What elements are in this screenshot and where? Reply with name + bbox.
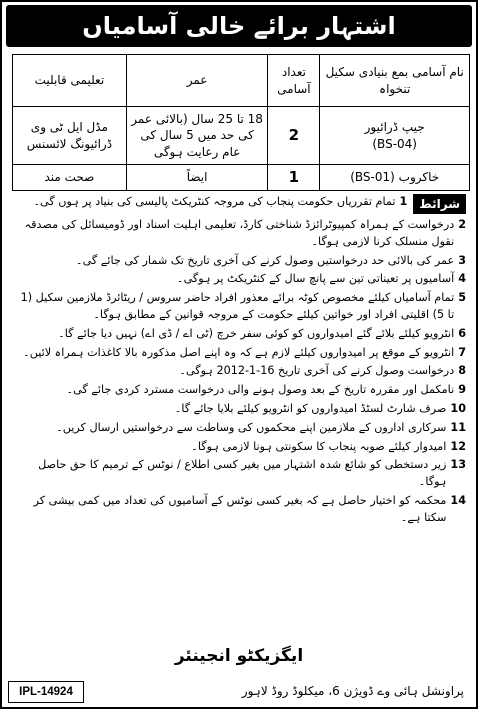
signatory-address: پراونشل ہائی وے ڈویژن 6، میکلوڈ روڈ لاہور	[241, 684, 464, 698]
item-number: 5	[458, 291, 466, 305]
post-scale: (BS-04)	[372, 136, 417, 151]
list-item	[12, 363, 466, 380]
headline-banner: اشتہار برائے خالی آسامیاں	[6, 5, 472, 47]
item-text: تمام آسامیاں کیلئے مخصوص کوٹہ برائے معذور افراد حاضر سروس / ریٹائرڈ ملازمین سکیل (1 تا 5) اقلیتی افراد اور خواتین کیلئے حکومت کے مروجہ قوانین کے مطابق ہوگا۔	[20, 291, 455, 321]
list-item	[12, 420, 466, 437]
list-item	[12, 382, 466, 399]
list-item	[12, 493, 466, 527]
list-item	[12, 290, 466, 324]
list-item	[12, 194, 466, 214]
signatory-title: ایگزیکٹو انجینئر	[174, 646, 304, 666]
cell-post: خاکروب (BS-01)	[320, 165, 470, 191]
item-number: 4	[458, 272, 466, 286]
cell-count: 2	[268, 107, 320, 165]
item-number: 12	[450, 439, 466, 453]
item-number: 6	[458, 326, 466, 340]
item-number: 3	[458, 253, 466, 267]
header-post: نام آسامی بمع بنیادی سکیل تنخواہ	[320, 55, 470, 107]
cell-qualification: مڈل ایل ٹی وی ڈرائیونگ لائسنس	[13, 107, 127, 165]
item-number: 1	[399, 195, 408, 208]
item-number: 8	[458, 364, 466, 378]
table-row	[13, 165, 470, 191]
item-number: 7	[458, 345, 466, 359]
item-text: زیر دستخطی کو شائع شدہ اشتہار میں بغیر کسی اطلاع / نوٹس کے ترمیم کا حق حاصل ہوگا۔	[38, 458, 447, 489]
cell-post	[320, 107, 470, 165]
item-text: انٹرویو کے موقع پر امیدواروں کیلئے لازم ہے کہ وہ اپنے اصل مذکورہ بالا کاغذات ہمراہ لائیں۔	[23, 345, 455, 359]
header-age: عمر	[126, 55, 268, 107]
item-number: 10	[450, 401, 466, 415]
item-number: 13	[450, 458, 466, 472]
item-text: سرکاری اداروں کے ملازمین اپنے محکموں کی وساطت سے درخواستیں ارسال کریں۔	[56, 420, 447, 434]
conditions-title: شرائط	[413, 194, 466, 214]
item-number: 9	[458, 383, 466, 397]
item-text: آسامیوں پر تعیناتی تین سے پانچ سال کے کنٹریکٹ پر ہوگی۔	[177, 272, 455, 286]
item-text: امیدوار کیلئے صوبہ پنجاب کا سکونتی ہونا لازمی ہوگا۔	[191, 439, 447, 453]
list-item	[12, 253, 466, 270]
item-text: عمر کی بالائی حد درخواستیں وصول کرنے کی آخری تاریخ تک شمار کی جائے گی۔	[76, 253, 455, 267]
list-item	[12, 326, 466, 343]
header-qualification: تعلیمی قابلیت	[13, 55, 127, 107]
item-text: صرف شارٹ لسٹڈ امیدواروں کو انٹرویو کیلئے بلایا جائے گا۔	[174, 401, 447, 415]
cell-qualification: صحت مند	[13, 165, 127, 191]
item-text: تمام تقرریاں حکومت پنجاب کی مروجہ کنٹریکٹ پالیسی کی بنیاد پر ہوں گی۔	[33, 195, 396, 208]
table-header-row	[13, 55, 470, 107]
item-text: نامکمل اور مقررہ تاریخ کے بعد وصول ہونے والی درخواست مسترد کردی جائے گی۔	[66, 383, 455, 397]
list-item	[12, 401, 466, 418]
item-text: درخواست وصول کرنے کی آخری تاریخ 16-1-2012 ہوگی۔	[179, 364, 455, 378]
cell-count: 1	[268, 165, 320, 191]
list-item	[12, 345, 466, 362]
header-count: تعداد آسامی	[268, 55, 320, 107]
list-item	[12, 271, 466, 288]
item-text: انٹرویو کیلئے بلائے گئے امیدواروں کو کوئی سفر خرچ (ٹی اے / ڈی اے) نہیں دیا جائے گا۔	[58, 326, 455, 340]
item-number: 11	[450, 420, 466, 434]
table-row	[13, 107, 470, 165]
item-number: 14	[450, 493, 466, 507]
post-name: جیپ ڈرائیور	[364, 120, 425, 135]
cell-age: ایضاً	[126, 165, 268, 191]
cell-age: 18 تا 25 سال (بالائی عمر کی حد میں 5 سال کی عام رعایت ہوگی	[126, 107, 268, 165]
list-item	[12, 217, 466, 251]
item-text: محکمہ کو اختیار حاصل ہے کہ بغیر کسی نوٹس کے آسامیوں کی تعداد میں کمی بیشی کر سکتا ہے۔	[33, 493, 447, 524]
list-item	[12, 439, 466, 456]
ipl-number-box: IPL-14924	[8, 681, 84, 703]
list-item	[12, 457, 466, 491]
conditions-section	[12, 194, 466, 529]
item-text: درخواست کے ہمراہ کمپیوٹرائزڈ شناختی کارڈ، تعلیمی اہلیت اسناد اور ڈومیسائل کی مصدقہ نقول منسلک کرنا لازمی ہوگا۔	[24, 218, 455, 248]
vacancies-table	[12, 54, 470, 191]
item-number: 2	[458, 218, 466, 231]
